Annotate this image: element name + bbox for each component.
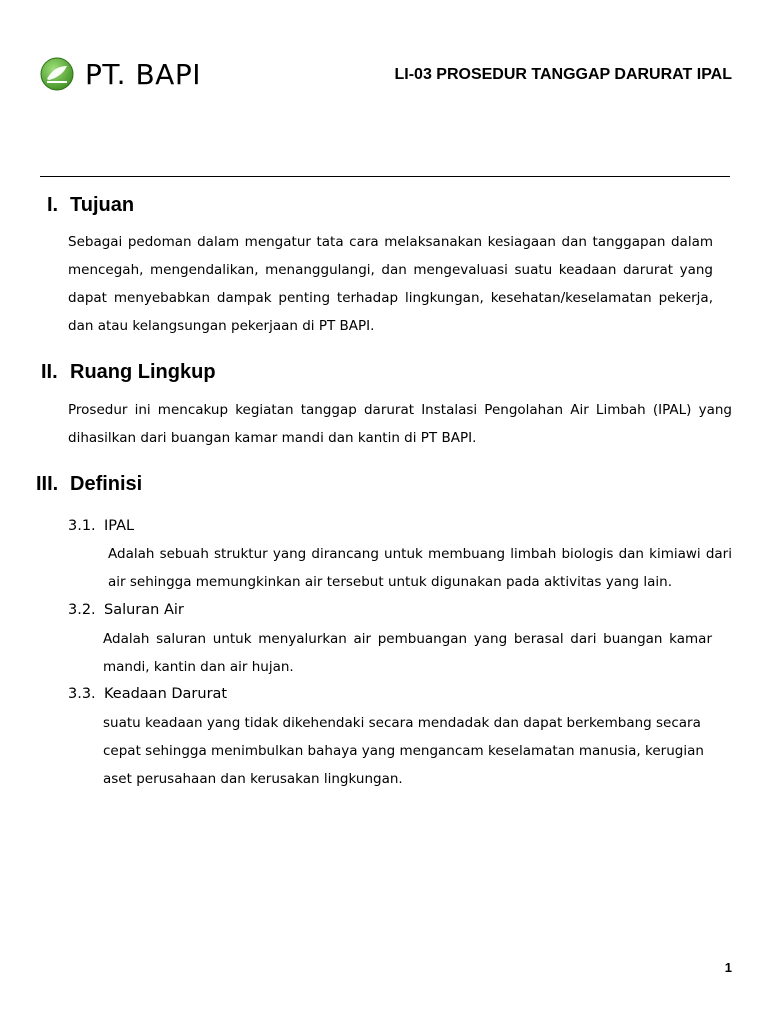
definition-number: 3.3.: [68, 686, 96, 702]
definition-term-ipal: [68, 516, 134, 536]
section-number: III.: [36, 473, 59, 495]
definition-text-keadaan-darurat: suatu keadaan yang tidak dikehendaki secara mendadak dan dapat berkembang secara cepat sehingga menimbulkan bahaya yang mengancam keselamatan manusia, kerugian aset perusahaan dan kerusakan lingkungan.: [103, 715, 704, 787]
section-title: Ruang Lingkup: [70, 361, 216, 383]
section-heading-tujuan: [47, 193, 134, 217]
definition-term: Saluran Air: [104, 602, 184, 618]
definition-term-saluran-air: [68, 600, 184, 620]
company-name: PT. BAPI: [85, 58, 201, 91]
page-number: 1: [724, 960, 732, 975]
section-body-ruang-lingkup: Prosedur ini mencakup kegiatan tanggap darurat Instalasi Pengolahan Air Limbah (IPAL) yang dihasilkan dari buangan kamar mandi dan kantin di PT BAPI.: [68, 402, 732, 446]
definition-term: Keadaan Darurat: [104, 686, 228, 702]
section-title: Tujuan: [70, 194, 135, 216]
definition-term: IPAL: [104, 518, 135, 534]
section-heading-ruang-lingkup: [41, 360, 216, 384]
section-title: Definisi: [70, 473, 143, 495]
definition-number: 3.1.: [68, 518, 96, 534]
definition-text-ipal: Adalah sebuah struktur yang dirancang untuk membuang limbah biologis dan kimiawi dari air sehingga memungkinkan air tersebut untuk digunakan pada aktivitas yang lain.: [108, 546, 732, 590]
section-number: I.: [47, 194, 59, 216]
definition-text-saluran-air: Adalah saluran untuk menyalurkan air pembuangan yang berasal dari buangan kamar mandi, kantin dan air hujan.: [103, 631, 712, 675]
document-title: LI-03 PROSEDUR TANGGAP DARURAT IPAL: [394, 66, 732, 83]
section-number: II.: [41, 361, 58, 383]
definition-number: 3.2.: [68, 602, 96, 618]
leaf-circle-icon: [40, 57, 74, 91]
section-body-tujuan: Sebagai pedoman dalam mengatur tata cara melaksanakan kesiagaan dan tanggapan dalam mencegah, mengendalikan, menanggulangi, dan mengevaluasi suatu keadaan darurat yang dapat menyebabkan dampak penting terhadap lingkungan, kesehatan/keselamatan pekerja, dan atau kelangsungan pekerjaan di PT BAPI.: [68, 234, 713, 334]
definition-term-keadaan-darurat: [68, 684, 227, 704]
header-divider: [40, 176, 730, 177]
section-heading-definisi: [36, 472, 142, 496]
